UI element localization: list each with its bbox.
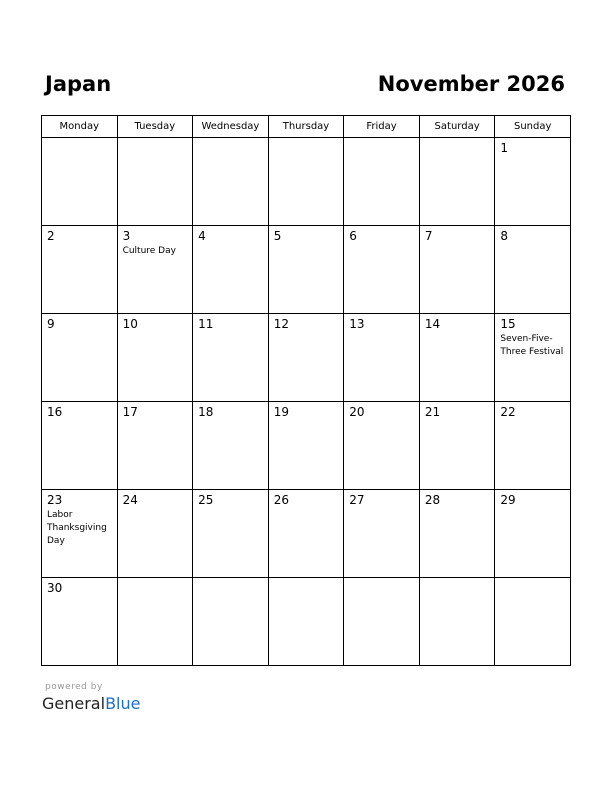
day-cell: [268, 226, 344, 314]
day-cell: [419, 402, 495, 490]
holiday-label: Seven-Five-Three Festival: [500, 334, 564, 357]
day-cell: [344, 490, 420, 578]
calendar-body: [42, 138, 571, 666]
day-number: 24: [122, 493, 138, 507]
day-number: 8: [500, 229, 509, 243]
day-cell: [42, 490, 118, 578]
day-number: 14: [424, 317, 441, 331]
weekday-friday: Friday: [344, 116, 420, 138]
day-number: 19: [273, 405, 289, 419]
day-number: 16: [47, 405, 63, 419]
day-number: 30: [47, 581, 63, 595]
day-number: 7: [424, 229, 433, 243]
day-number: 15: [500, 317, 516, 331]
day-number: 11: [198, 317, 214, 331]
calendar-grid: [41, 115, 571, 666]
weekday-thursday: Thursday: [268, 116, 344, 138]
day-number: 9: [47, 317, 55, 331]
day-cell: [268, 578, 344, 666]
day-cell: [419, 138, 495, 226]
powered-by-label: powered by: [45, 682, 103, 692]
day-cell: [495, 578, 571, 666]
day-cell: [193, 578, 269, 666]
day-cell: [117, 402, 193, 490]
day-cell: [268, 402, 344, 490]
day-cell: [42, 578, 118, 666]
day-cell: [268, 138, 344, 226]
day-number: 10: [122, 317, 138, 331]
day-cell: [117, 314, 193, 402]
weekday-saturday: Saturday: [419, 116, 495, 138]
day-cell: [42, 226, 118, 314]
brand-text-blue: Blue: [105, 694, 141, 713]
day-number: 23: [47, 493, 63, 507]
weekday-tuesday: Tuesday: [117, 116, 193, 138]
week-row: [42, 490, 571, 578]
day-cell: [419, 314, 495, 402]
day-cell: [193, 226, 269, 314]
country-title: Japan: [45, 72, 112, 96]
day-number: 13: [349, 317, 365, 331]
day-cell: [495, 402, 571, 490]
day-number: 18: [198, 405, 214, 419]
day-number: 29: [500, 493, 516, 507]
day-number: 5: [273, 229, 282, 243]
day-number: 22: [500, 405, 516, 419]
week-row: [42, 314, 571, 402]
day-number: 27: [349, 493, 365, 507]
week-row: [42, 226, 571, 314]
day-number: 6: [349, 229, 357, 243]
day-number: 17: [122, 405, 138, 419]
day-cell: [495, 226, 571, 314]
day-cell: [117, 578, 193, 666]
day-number: 26: [273, 493, 289, 507]
week-row: [42, 138, 571, 226]
weekday-monday: Monday: [42, 116, 118, 138]
weekday-header-row: [42, 116, 571, 138]
day-cell: [42, 402, 118, 490]
day-cell: [344, 138, 420, 226]
day-cell: [344, 402, 420, 490]
month-title: November 2026: [377, 72, 565, 96]
day-cell: [419, 226, 495, 314]
day-cell: [495, 490, 571, 578]
day-number: 12: [273, 317, 289, 331]
day-cell: [419, 578, 495, 666]
holiday-label: Culture Day: [122, 246, 176, 256]
day-cell: [344, 314, 420, 402]
day-cell: [495, 138, 571, 226]
week-row: [42, 578, 571, 666]
day-cell: [268, 314, 344, 402]
day-cell: [117, 138, 193, 226]
day-cell: [344, 578, 420, 666]
weekday-sunday: Sunday: [495, 116, 571, 138]
day-cell: [193, 402, 269, 490]
day-number: 2: [47, 229, 55, 243]
day-number: 25: [198, 493, 214, 507]
day-cell: [193, 490, 269, 578]
day-number: 1: [500, 141, 509, 155]
day-cell: [193, 314, 269, 402]
week-row: [42, 402, 571, 490]
day-cell: [268, 490, 344, 578]
day-cell: [42, 138, 118, 226]
day-number: 3: [122, 229, 131, 243]
day-number: 28: [424, 493, 441, 507]
day-number: 4: [198, 229, 206, 243]
brand-logo: [42, 694, 140, 714]
day-number: 21: [424, 405, 441, 419]
brand-text-general: General: [42, 694, 106, 713]
holiday-label: Labor Thanksgiving Day: [47, 510, 107, 546]
day-number: 20: [349, 405, 365, 419]
day-cell: [117, 490, 193, 578]
day-cell: [117, 226, 193, 314]
weekday-wednesday: Wednesday: [193, 116, 269, 138]
day-cell: [344, 226, 420, 314]
day-cell: [495, 314, 571, 402]
day-cell: [419, 490, 495, 578]
day-cell: [193, 138, 269, 226]
day-cell: [42, 314, 118, 402]
